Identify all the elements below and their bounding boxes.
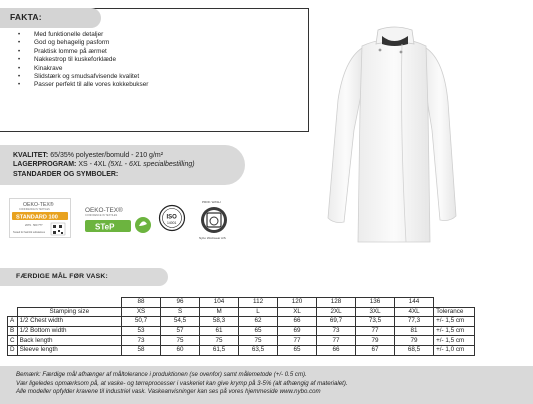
chef-jacket-image: [322, 10, 462, 246]
table-cell: D: [8, 345, 18, 355]
table-cell: +/- 1,5 cm: [434, 336, 475, 346]
table-cell: 136: [356, 298, 395, 308]
table-cell: Tolerance: [434, 307, 475, 317]
table-cell: 73: [317, 326, 356, 336]
table-cell: 88: [122, 298, 161, 308]
fakta-title: FAKTA:: [10, 12, 42, 22]
table-cell: 77: [317, 336, 356, 346]
standarder-label: STANDARDER OG SYMBOLER:: [13, 171, 119, 178]
table-cell: 58,3: [200, 317, 239, 327]
table-cell: [8, 307, 18, 317]
table-cell: A: [8, 317, 18, 327]
lagerprogram-label: LAGERPROGRAM:: [13, 161, 77, 168]
table-cell: +/- 1,5 cm: [434, 317, 475, 327]
fakta-bullet-list: [18, 31, 148, 90]
table-row: [8, 336, 475, 346]
table-cell: 73,5: [356, 317, 395, 327]
oeko-tex-standard-100-logo: [9, 198, 71, 238]
table-cell: 53: [122, 326, 161, 336]
oeko1-year-text: 2079 · 500 ???: [25, 224, 43, 227]
table-cell: Stamping size: [17, 307, 122, 317]
table-cell: 77: [356, 326, 395, 336]
table-cell: 66: [317, 345, 356, 355]
fakta-bullet: • God og behagelig pasform: [18, 39, 148, 47]
lagerprogram-value: XS - 4XL: [78, 161, 107, 168]
table-cell: L: [239, 307, 278, 317]
table-cell: 61,5: [200, 345, 239, 355]
fakta-bullet: • Kinakrave: [18, 65, 148, 73]
table-cell: XL: [278, 307, 317, 317]
table-row: [8, 298, 475, 308]
table-cell: Sleeve length: [17, 345, 122, 355]
table-cell: B: [8, 326, 18, 336]
table-cell: 3XL: [356, 307, 395, 317]
table-cell: 75: [161, 336, 200, 346]
table-cell: C: [8, 336, 18, 346]
table-cell: 77,3: [395, 317, 434, 327]
standarder-line: [13, 170, 118, 179]
table-cell: 144: [395, 298, 434, 308]
table-cell: 69: [278, 326, 317, 336]
note-line: Vær ligeledes opmærksom på, at vaske- og tørreprocesser i vaskeriet kan give krymp på 3-5% (alt afhængig af materialet).: [16, 379, 348, 387]
oeko-tex-step-logo: [83, 203, 156, 237]
fakta-bullet: • Nakkestrop til kuskeforklæde: [18, 56, 148, 64]
table-cell: +/- 1,5 cm: [434, 326, 475, 336]
industrial-wash-badge-logo: [196, 198, 232, 242]
iso-num-text: 14001: [167, 221, 177, 225]
table-cell: 66: [278, 317, 317, 327]
table-cell: +/- 1,0 cm: [434, 345, 475, 355]
kvalitet-value: 65/35% polyester/bomuld - 210 g/m²: [50, 152, 164, 159]
fakta-bullet: • Passer perfekt til alle vores kokkebukser: [18, 81, 148, 89]
table-cell: 57: [161, 326, 200, 336]
fakta-bullet: • Praktisk lomme på ærmet: [18, 48, 148, 56]
table-cell: 67: [356, 345, 395, 355]
measurements-title: FÆRDIGE MÅL FØR VASK:: [16, 272, 108, 280]
table-row: [8, 326, 475, 336]
table-cell: 68,5: [395, 345, 434, 355]
table-row: [8, 345, 475, 355]
table-cell: [8, 298, 18, 308]
table-cell: 112: [239, 298, 278, 308]
washer-top-text: PROF. WASH: [202, 200, 221, 204]
fakta-bullet: • Slidstærk og smudsafvisende kvalitet: [18, 73, 148, 81]
oeko2-sub-text: CONFIDENCE IN TEXTILES: [85, 214, 118, 217]
table-cell: S: [161, 307, 200, 317]
oeko1-top-text: OEKO-TEX®: [23, 202, 54, 208]
oeko1-main-text: STANDARD 100: [16, 214, 58, 221]
table-cell: 128: [317, 298, 356, 308]
table-cell: 96: [161, 298, 200, 308]
note-line: Alle modeller opfylder kravene til industriel vask. Vaskeanvisninger kan ses på vores hjemmeside www.nybo.com: [16, 388, 321, 396]
table-cell: 1/2 Bottom width: [17, 326, 122, 336]
table-cell: 65: [239, 326, 278, 336]
size-table: [7, 297, 475, 356]
measurements-band: [0, 268, 168, 286]
kvalitet-label: KVALITET:: [13, 152, 49, 159]
table-cell: 120: [278, 298, 317, 308]
table-cell: 4XL: [395, 307, 434, 317]
note-line: Bemærk: Færdige mål afhænger af måltolerance i produktionen (se ovenfor) samt målemetode (+/- 0.5 cm).: [16, 371, 307, 378]
lagerprogram-note: (5XL - 6XL specialbestilling): [108, 161, 195, 168]
washer-bottom-text: Nybo Workwear A/S: [199, 236, 226, 240]
table-row: [8, 317, 475, 327]
table-cell: M: [200, 307, 239, 317]
oeko1-sub-text: CONFIDENCE IN TEXTILES: [19, 208, 50, 211]
iso-14001-logo: [158, 204, 186, 232]
fakta-bullet: • Med funktionelle detaljer: [18, 31, 148, 39]
table-cell: 63,5: [239, 345, 278, 355]
table-cell: [434, 298, 475, 308]
iso-text: ISO: [166, 214, 177, 221]
table-cell: 1/2 Chest width: [17, 317, 122, 327]
table-cell: 81: [395, 326, 434, 336]
table-cell: 104: [200, 298, 239, 308]
kvalitet-line: [13, 151, 163, 160]
table-cell: 65: [278, 345, 317, 355]
table-cell: 75: [239, 336, 278, 346]
table-cell: 73: [122, 336, 161, 346]
table-cell: 60: [161, 345, 200, 355]
table-cell: Back length: [17, 336, 122, 346]
table-cell: 79: [395, 336, 434, 346]
table-row: [8, 307, 475, 317]
table-cell: XS: [122, 307, 161, 317]
table-cell: [17, 298, 122, 308]
lagerprogram-line: [13, 160, 195, 169]
table-cell: 75: [200, 336, 239, 346]
table-cell: 69,7: [317, 317, 356, 327]
notes-text: [16, 371, 348, 397]
oeko2-top-text: OEKO-TEX®: [85, 207, 123, 214]
fakta-title-tab: [0, 8, 101, 28]
table-cell: 50,7: [122, 317, 161, 327]
table-cell: 79: [356, 336, 395, 346]
table-cell: 77: [278, 336, 317, 346]
table-cell: 2XL: [317, 307, 356, 317]
table-cell: 58: [122, 345, 161, 355]
table-cell: 54,5: [161, 317, 200, 327]
oeko2-step-text: STeP: [95, 222, 115, 232]
table-cell: 62: [239, 317, 278, 327]
oeko1-line-text: Tested for harmful substances: [13, 231, 45, 234]
table-cell: 61: [200, 326, 239, 336]
